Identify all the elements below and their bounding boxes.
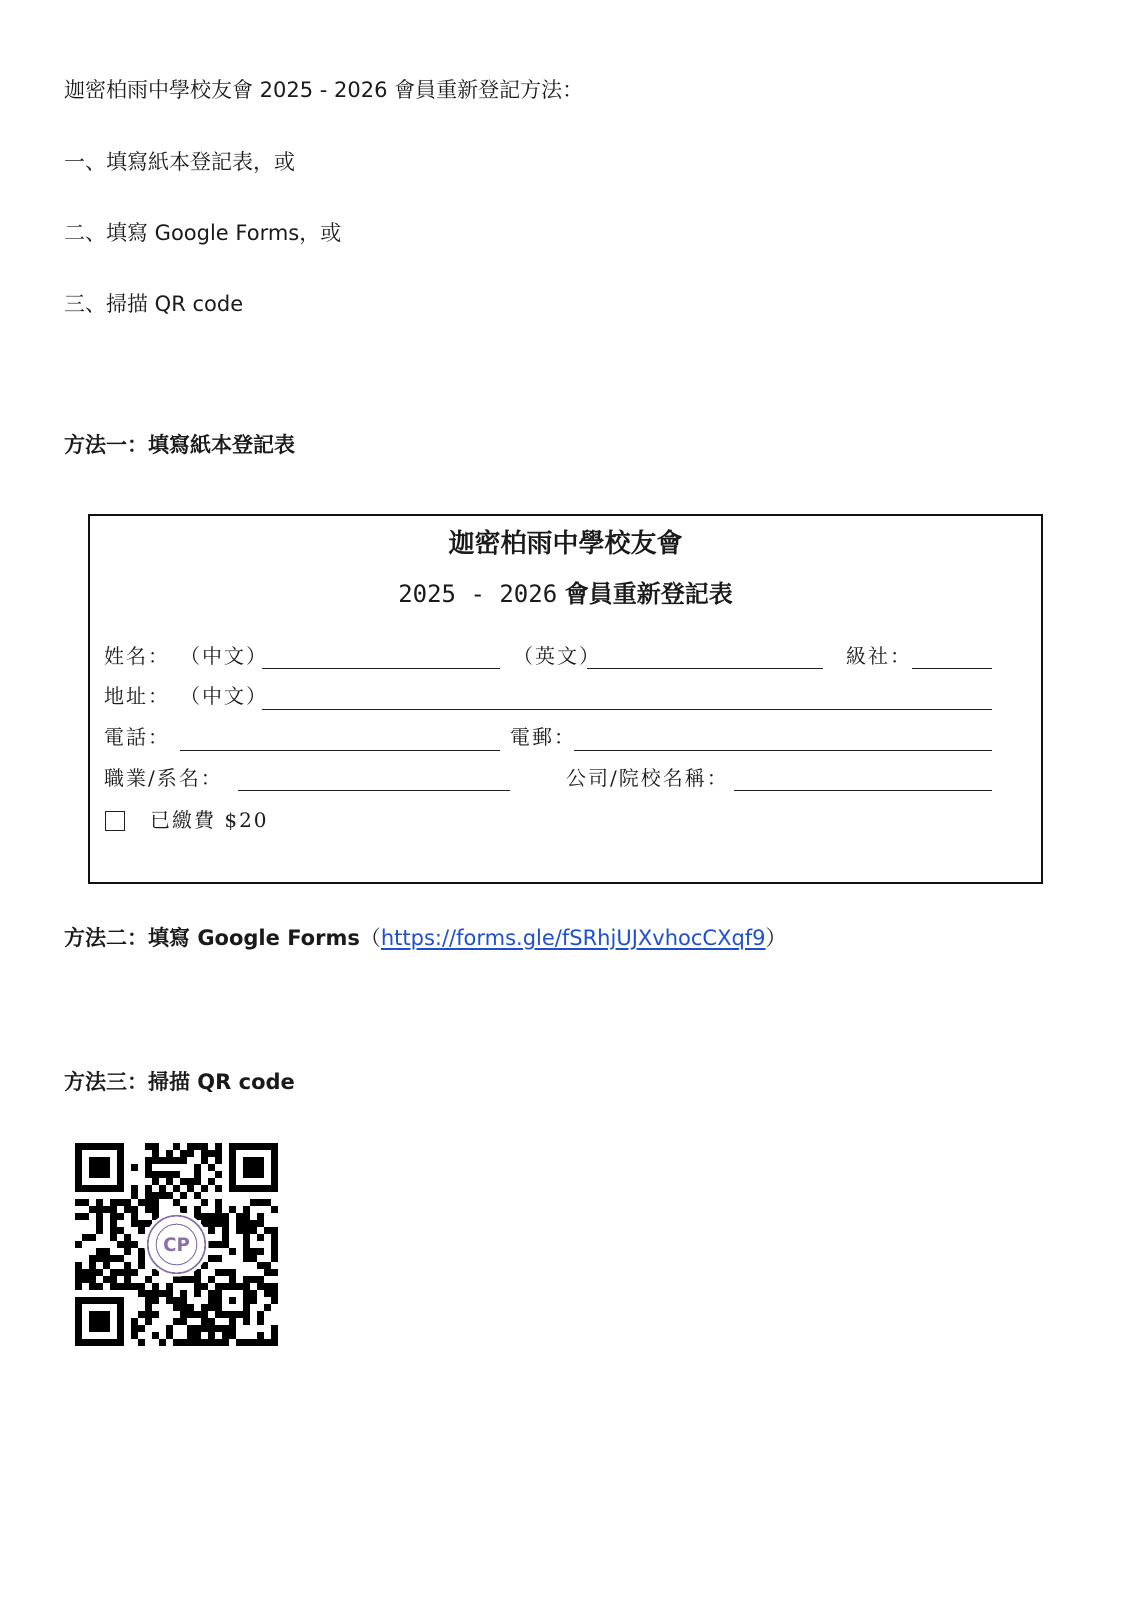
form-subtitle-years: 2025 - 2026 [398, 580, 558, 608]
method2-heading [64, 928, 787, 949]
intro-item-3: 三、掃描 QR code [64, 292, 244, 316]
form-subtitle-text: 會員重新登記表 [564, 579, 733, 608]
registration-form [88, 514, 1043, 884]
qr-code[interactable] [75, 1143, 278, 1346]
name-english-label: （英文） [513, 644, 601, 668]
name-english-line[interactable] [587, 668, 823, 669]
phone-line[interactable] [180, 750, 500, 751]
email-line[interactable] [574, 750, 992, 751]
method2-heading-prefix: 方法二：填寫 [64, 926, 198, 950]
address-line[interactable] [262, 709, 992, 710]
form-subtitle [90, 579, 1041, 608]
paid-label: 已繳費 $20 [150, 808, 269, 832]
intro-title: 迦密柏雨中學校友會 2025 - 2026 會員重新登記方法： [64, 78, 584, 102]
name-chinese-line[interactable] [262, 668, 500, 669]
company-label: 公司/院校名稱： [566, 766, 729, 790]
method3-heading: 方法三：掃描 QR code [64, 1070, 295, 1094]
company-line[interactable] [734, 790, 992, 791]
occupation-label: 職業/系名： [104, 766, 223, 790]
method1-heading: 方法一：填寫紙本登記表 [64, 433, 295, 457]
intro-item-1: 一、填寫紙本登記表，或 [64, 150, 295, 174]
method2-heading-google: Google Forms [197, 926, 360, 950]
address-chinese-label: （中文） [180, 684, 268, 708]
name-label: 姓名： [104, 644, 170, 668]
occupation-line[interactable] [238, 790, 510, 791]
intro-item-2: 二、填寫 Google Forms，或 [64, 221, 342, 245]
method2-paren-close: ） [765, 926, 787, 950]
phone-label: 電話： [104, 725, 170, 749]
qr-logo [144, 1212, 208, 1276]
form-title: 迦密柏雨中學校友會 [448, 529, 683, 559]
email-label: 電郵： [510, 725, 576, 749]
method2-paren-open: （ [359, 926, 381, 950]
qr-logo-text: CP [163, 1234, 190, 1256]
paid-checkbox[interactable] [105, 811, 125, 831]
class-line[interactable] [912, 668, 992, 669]
address-label: 地址： [104, 684, 170, 708]
name-chinese-label: （中文） [180, 644, 268, 668]
google-forms-link[interactable]: https://forms.gle/fSRhjUJXvhocCXqf9 [380, 926, 766, 950]
class-label: 級社： [846, 644, 912, 668]
